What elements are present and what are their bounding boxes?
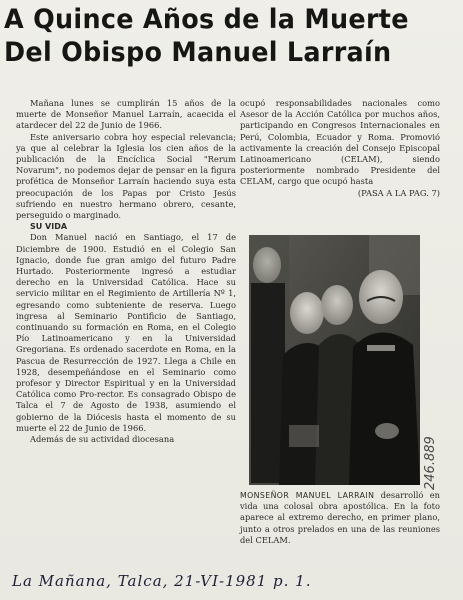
caption-text: desarrolló en vida una colosal obra apostólica. En la foto aparece al extremo derecho, en primer plano, junto a otros prelados en una de las reuniones del CELAM. <box>240 490 441 545</box>
caption-lead: MONSEÑOR MANUEL LARRAIN <box>240 491 375 500</box>
left-column <box>16 98 236 445</box>
handwritten-source-note: La Mañana, Talca, 21-VI-1981 p. 1. <box>12 572 312 590</box>
photo-prelates <box>249 235 420 485</box>
headline-line-1: A Quince Años de la Muerte <box>4 4 409 35</box>
archive-number: 246.889 <box>423 436 438 490</box>
photo-caption <box>240 490 440 546</box>
headline-line-2: Del Obispo Manuel Larraín <box>4 37 392 68</box>
intro-paragraph: Mañana lunes se cumplirán 15 años de la muerte de Monseñor Manuel Larraín, acaecida el atardecer del 22 de Junio de 1966. <box>16 98 236 131</box>
page-jump-note: (PASA A LA PAG. 7) <box>357 187 440 198</box>
headline <box>4 3 444 69</box>
right-column-text: ocupó responsabilidades nacionales como Asesor de la Acción Católica por muchos años, participando en Congresos Internacionales en Perú, Colombia, Ecuador y Roma. Promovió activamente la creación del Consejo Episcopal Latinoamericano (CELAM), siendo posteriormente nombrado Presidente del CELAM, cargo que ocupó hasta <box>240 98 440 187</box>
biography-paragraph: Don Manuel nació en Santiago, el 17 de Diciembre de 1900. Estudió en el Colegio San Ignacio, donde fue gran amigo del futuro Padre Hurtado. Posteriormente ingresó a estudiar derecho en la Universidad Católica. Hace su servicio militar en el Regimiento de Artillería Nº 1, egresando como subteniente de reserva. Luego ingresa al Seminario Pontificio de Santiago, continuando su formación en Roma, en el Colegio Pío Latinoamericano y en la Universidad Gregoriana. Es ordenado sacerdote en Roma, en la Pascua de Resurrección de 1927. Llega a Chile en 1928, desempeñándose en el Seminario como profesor y Director Espiritual y en la Universidad Católica como Pro-rector. Es consagrado Obispo de Talca el 7 de Agosto de 1938, asumiendo el gobierno de la Diócesis hasta el momento de su muerte el 22 de Junio de 1966. <box>16 232 236 433</box>
photo-illustration <box>249 235 420 485</box>
right-column <box>240 98 440 199</box>
continuation-paragraph: Además de su actividad diocesana <box>30 434 175 445</box>
subhead-su-vida: SU VIDA <box>30 222 68 232</box>
anniversary-paragraph: Este aniversario cobra hoy especial relevancia; ya que al celebrar la Iglesia los cien años de la publicación de la Encíclica Social "Rerum Novarum", no podemos dejar de pensar en la figura profética de Monseñor Larraín haciendo suya esta preocupación de los Papas por Cristo Jesús sufriendo en nuestro hermano obrero, cesante, perseguido o marginado. <box>16 131 236 221</box>
